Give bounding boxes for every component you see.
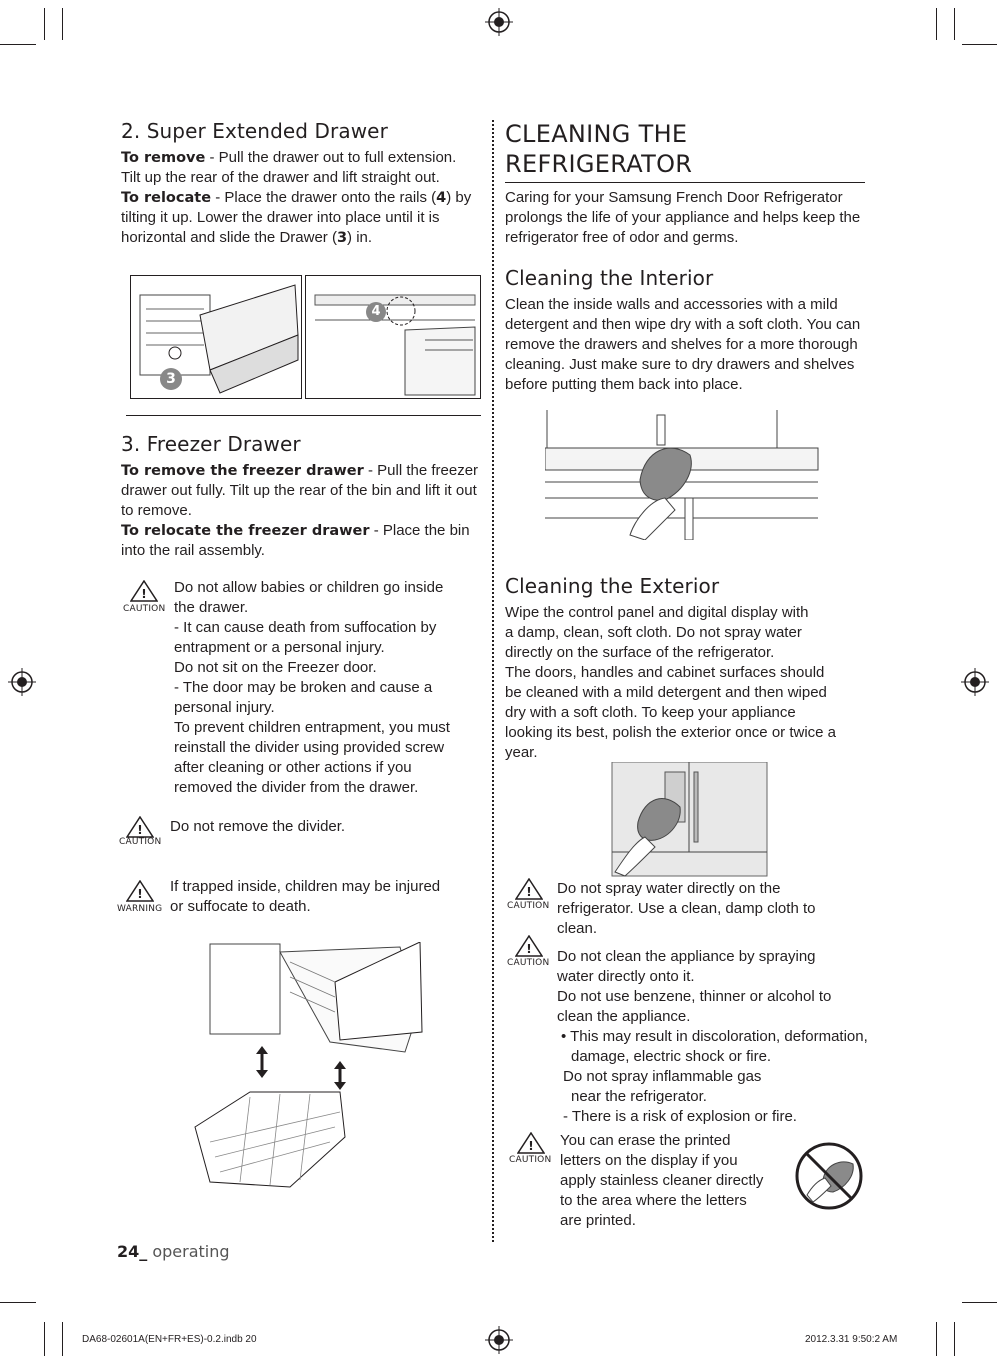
exterior-paragraph — [505, 603, 865, 763]
caution-line: - There is a risk of explosion or fire. — [563, 1108, 797, 1125]
caution-line: • This may result in discoloration, deformation, — [561, 1028, 868, 1045]
section-heading-freezer-drawer: 3. Freezer Drawer — [121, 432, 301, 456]
exterior-line: dry with a soft cloth. To keep your appliance — [505, 704, 796, 721]
caution-stainless-text — [560, 1131, 785, 1231]
caution-label: CAUTION — [507, 958, 550, 968]
caution-line: are printed. — [560, 1212, 636, 1229]
caution-line: letters on the display if you — [560, 1152, 738, 1169]
exterior-line: The doors, handles and cabinet surfaces should — [505, 664, 825, 681]
caution-line: - The door may be broken and cause a — [174, 679, 433, 696]
section-heading-exterior: Cleaning the Exterior — [505, 574, 720, 598]
file-name: DA68-02601A(EN+FR+ES)-0.2.indb 20 — [82, 1334, 257, 1345]
caution-line: - It can cause death from suffocation by — [174, 619, 437, 636]
caution-chemicals-text — [557, 947, 887, 1127]
caution-line: Do not allow babies or children go inside — [174, 579, 444, 596]
caution-line: refrigerator. Use a clean, damp cloth to — [557, 900, 816, 917]
drawer-removal-illustration — [130, 275, 302, 399]
warning-label: WARNING — [117, 904, 163, 914]
registration-mark-icon — [961, 668, 989, 696]
caution-line: after cleaning or other actions if you — [174, 759, 412, 776]
svg-text:!: ! — [137, 887, 143, 901]
drawer-rail-illustration — [305, 275, 481, 399]
svg-text:!: ! — [141, 587, 147, 601]
warning-line: or suffocate to death. — [170, 898, 311, 915]
caution-line: removed the divider from the drawer. — [174, 779, 419, 796]
print-date: 2012.3.31 9:50:2 AM — [805, 1334, 898, 1345]
caution-line: Do not spray inflammable gas — [563, 1068, 762, 1085]
caution-line: damage, electric shock or fire. — [571, 1048, 772, 1065]
remove-freezer-text: - Pull the freezer drawer out fully. Tilt up the rear of the bin and lift it out to remove. — [121, 462, 479, 519]
to-relocate-label: To relocate — [121, 190, 212, 206]
page-footer — [117, 1242, 230, 1261]
page-number: 24_ — [117, 1242, 148, 1261]
page-title-line: REFRIGERATOR — [505, 150, 693, 178]
exterior-line: looking its best, polish the exterior once or twice a — [505, 724, 837, 741]
section-heading-interior: Cleaning the Interior — [505, 266, 714, 290]
caution-line: the drawer. — [174, 599, 249, 616]
interior-paragraph: Clean the inside walls and accessories with a mild detergent and then wipe dry with a soft cloth. You can remove the drawers and shelves for a more thorough cleaning. Just make sure to dry drawers and shelves before putting them back into place. — [505, 296, 861, 393]
to-relocate-text: - Place the drawer onto the rails ( — [211, 189, 437, 206]
relocate-freezer-text: - Place the bin into the rail assembly. — [121, 522, 470, 559]
caution-divider-text: Do not remove the divider. — [170, 818, 346, 835]
caution-line: You can erase the printed — [560, 1132, 731, 1149]
caution-line: near the refrigerator. — [571, 1088, 707, 1105]
caution-line: clean the appliance. — [557, 1008, 691, 1025]
caution-line: entrapment or a personal injury. — [174, 639, 385, 656]
exterior-cleaning-illustration — [610, 762, 770, 877]
callout-4-badge: 4 — [366, 302, 386, 322]
caution-line: personal injury. — [174, 699, 275, 716]
caution-line: to the area where the letters — [560, 1192, 747, 1209]
svg-text:!: ! — [526, 942, 532, 956]
relocate-freezer-label: To relocate the freezer drawer — [121, 523, 370, 539]
caution-line: apply stainless cleaner directly — [560, 1172, 764, 1189]
caution-line: Do not clean the appliance by spraying — [557, 948, 816, 965]
caution-label: CAUTION — [507, 901, 550, 911]
freezer-basket-illustration — [190, 942, 425, 1197]
callout-3-badge: 3 — [160, 368, 182, 390]
intro-paragraph: Caring for your Samsung French Door Refrigerator prolongs the life of your appliance and helps keep the refrigerator free of odor and germs. — [505, 189, 861, 246]
page-title — [505, 119, 692, 179]
to-relocate-text-3: ) in. — [347, 229, 373, 246]
registration-mark-icon — [485, 8, 513, 36]
warning-text — [170, 877, 470, 917]
freezer-drawer-instructions — [121, 461, 479, 561]
caution-line: clean. — [557, 920, 598, 937]
registration-mark-icon — [8, 668, 36, 696]
to-remove-label: To remove — [121, 150, 206, 166]
caution-triangle-icon — [126, 816, 154, 838]
drawer-number: 3 — [336, 230, 348, 246]
to-remove-text: - Pull the drawer out to full extension. Tilt up the rear of the drawer and lift straight out. — [121, 149, 457, 186]
caution-line: Do not use benzene, thinner or alcohol to — [557, 988, 832, 1005]
exterior-line: directly on the surface of the refrigerator. — [505, 644, 775, 661]
section-rule — [126, 415, 481, 416]
super-extended-drawer-instructions — [121, 148, 477, 248]
exterior-line: year. — [505, 744, 538, 761]
title-rule — [505, 182, 865, 183]
caution-label: CAUTION — [119, 837, 162, 847]
no-cleaner-prohibition-icon — [793, 1140, 865, 1212]
caution-triangle-icon — [130, 580, 158, 602]
caution-triangle-icon — [517, 1132, 545, 1154]
interior-cleaning-illustration — [545, 410, 820, 540]
rail-number: 4 — [436, 190, 447, 206]
caution-triangle-icon — [515, 935, 543, 957]
svg-text:!: ! — [137, 823, 143, 837]
caution-line: reinstall the divider using provided screw — [174, 739, 445, 756]
to-relocate-text-2: ) by tilting it up. Lower the drawer into place until it is horizontal and slide the Drawer ( — [121, 189, 472, 246]
svg-text:!: ! — [526, 885, 532, 899]
caution-label: CAUTION — [509, 1155, 552, 1165]
caution-line: To prevent children entrapment, you must — [174, 719, 450, 736]
registration-mark-icon — [485, 1326, 513, 1354]
remove-freezer-label: To remove the freezer drawer — [121, 463, 364, 479]
footer-section: operating — [147, 1242, 230, 1261]
exterior-line: Wipe the control panel and digital display with — [505, 604, 809, 621]
caution-label: CAUTION — [123, 604, 166, 614]
caution-line: water directly onto it. — [557, 968, 695, 985]
caution-triangle-icon — [515, 878, 543, 900]
caution-spray-text — [557, 879, 857, 939]
section-heading-super-extended-drawer: 2. Super Extended Drawer — [121, 119, 388, 143]
caution-line: Do not sit on the Freezer door. — [174, 659, 377, 676]
warning-line: If trapped inside, children may be injured — [170, 878, 441, 895]
svg-text:!: ! — [528, 1139, 534, 1153]
warning-triangle-icon — [126, 880, 154, 902]
caution-line: Do not spray water directly on the — [557, 880, 781, 897]
exterior-line: a damp, clean, soft cloth. Do not spray water — [505, 624, 802, 641]
caution-freezer-text — [174, 578, 484, 798]
column-divider — [492, 120, 494, 1242]
page-title-line: CLEANING THE — [505, 120, 688, 148]
exterior-line: be cleaned with a mild detergent and then wiped — [505, 684, 827, 701]
